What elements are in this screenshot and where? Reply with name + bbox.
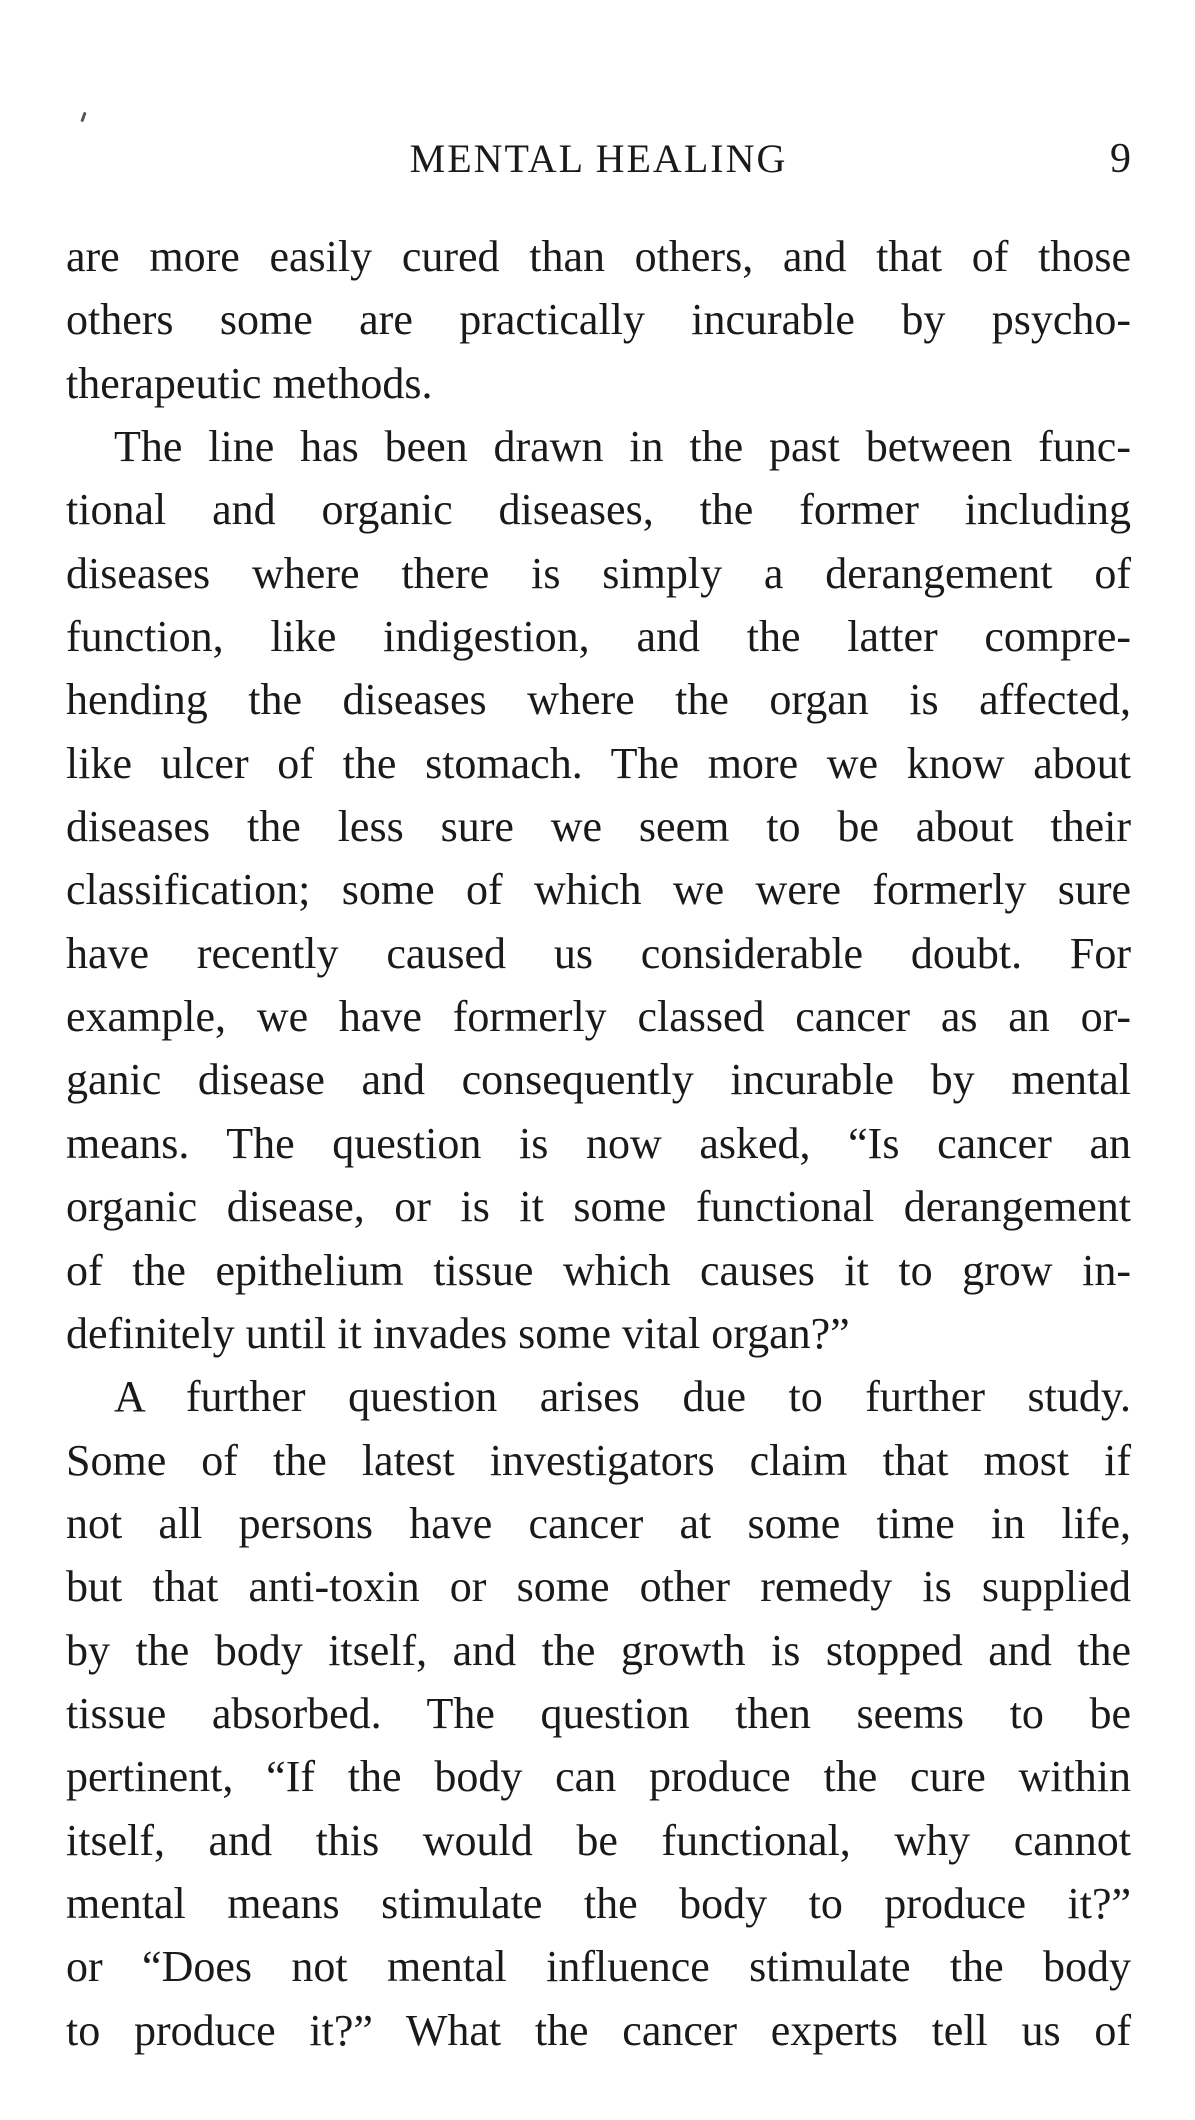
- text-line: or “Does not mental influence stimulate the body: [66, 1942, 1131, 1992]
- text-line: tional and organic diseases, the former including: [66, 485, 1131, 535]
- text-line: have recently caused us considerable doubt. For: [66, 928, 1131, 978]
- body-text: [66, 225, 1131, 2062]
- text-line: of the epithelium tissue which causes it to grow in-: [66, 1245, 1131, 1295]
- stray-ink-mark: [80, 112, 86, 122]
- text-line: Some of the latest investigators claim that most if: [66, 1435, 1131, 1485]
- text-line: organic disease, or is it some functional derangement: [66, 1182, 1131, 1232]
- text-line: mental means stimulate the body to produce it?”: [66, 1878, 1131, 1928]
- text-line: tissue absorbed. The question then seems to be: [66, 1688, 1131, 1738]
- text-line: others some are practically incurable by psycho-: [66, 295, 1131, 345]
- text-line: like ulcer of the stomach. The more we know about: [66, 738, 1131, 788]
- running-head: MENTAL HEALING: [409, 136, 788, 181]
- text-line: diseases the less sure we seem to be about their: [66, 802, 1131, 852]
- text-line: not all persons have cancer at some time in life,: [66, 1498, 1131, 1548]
- text-line: are more easily cured than others, and that of those: [66, 232, 1131, 281]
- text-line: example, we have formerly classed cancer as an or-: [66, 992, 1131, 1042]
- text-line: to produce it?” What the cancer experts tell us of: [66, 2005, 1131, 2055]
- text-line: classification; some of which we were formerly sure: [66, 865, 1131, 915]
- text-line: but that anti-toxin or some other remedy is supplied: [66, 1562, 1131, 1612]
- text-line: pertinent, “If the body can produce the cure within: [66, 1752, 1131, 1802]
- text-line: diseases where there is simply a derangement of: [66, 548, 1131, 598]
- text-line: means. The question is now asked, “Is cancer an: [66, 1118, 1131, 1168]
- text-line: therapeutic methods.: [66, 358, 433, 408]
- text-line: definitely until it invades some vital organ?”: [66, 1308, 850, 1358]
- page-header: [66, 134, 1131, 184]
- text-line: function, like indigestion, and the latter compre-: [66, 612, 1131, 662]
- text-line: A further question arises due to further study.: [114, 1372, 1131, 1422]
- text-line: The line has been drawn in the past between func-: [114, 422, 1131, 472]
- text-line: by the body itself, and the growth is stopped and the: [66, 1625, 1131, 1675]
- page-number: 9: [1110, 136, 1131, 182]
- text-line: itself, and this would be functional, why cannot: [66, 1815, 1131, 1865]
- text-line: ganic disease and consequently incurable by mental: [66, 1055, 1131, 1105]
- text-line: hending the diseases where the organ is affected,: [66, 675, 1131, 725]
